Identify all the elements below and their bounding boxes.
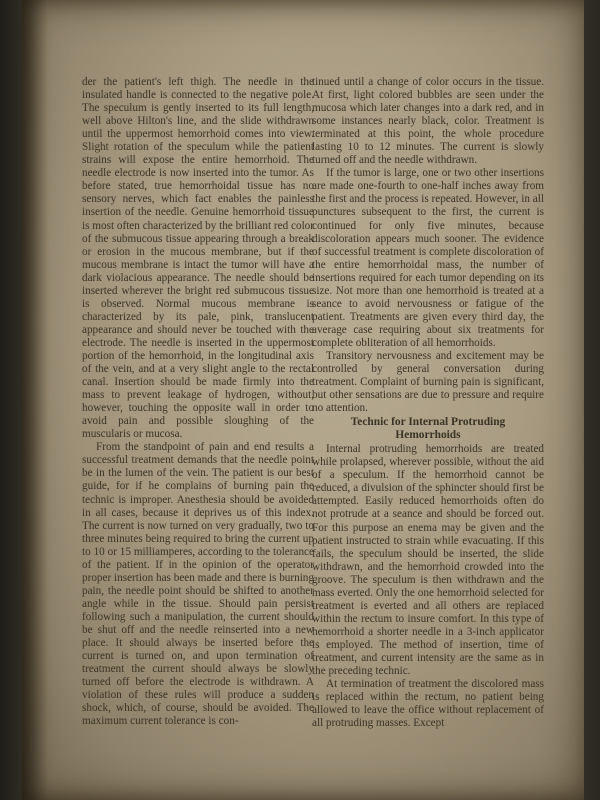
right-paragraph-4: Internal protruding hemorrhoids are treated while prolapsed, wherever possible, without the aid of a speculum. If the hemorrhoid cannot be reduced, a divulsion of the sphincter should first be attempted. Easily reduced hemorrhoids often do not protrude at a seance and should be forced out. For this purpose an enema may be given and the patient instructed to strain while evacuating. If this fails, the speculum should be inserted, the slide withdrawn, and the hemorrhoid crowded into the groove. The speculum is then withdrawn and the mass everted. Only the one hemorrhoid selected for treatment is everted and all others are replaced within the rectum to insure comfort. In this type of hemorrhoid a shorter needle in a 3-inch applicator is employed. The method of insertion, time of treatment, and current intensity are the same as in the preceding technic. [312, 443, 544, 678]
right-paragraph-5: At termination of treatment the discolored mass is replaced within the rectum, no patient being allowed to leave the office without replacement of all protruding masses. Except [312, 678, 544, 730]
book-page [22, 0, 584, 800]
right-paragraph-3: Transitory nervousness and excitement may be controlled by general conversation during treatment. Complaint of burning pain is significant, but other sensations are due to pressure and require no attention. [312, 349, 544, 415]
left-text-column [82, 76, 314, 728]
section-heading-line-2: Hemorrhoids [395, 429, 461, 442]
left-paragraph-2: From the standpoint of pain and end results a successful treatment demands that the needle point be in the lumen of the vein. The patient is our best guide, for if he complains of burning pain the technic is improper. Anesthesia should be avoided in all cases, because it deprives us of this index. The current is now turned on very gradually, two to three minutes being required to bring the current up to 10 or 15 milliamperes, according to the tolerance of the patient. If in the opinion of the operator proper insertion has been made and there is burning pain, the needle point should be shifted to another angle while in the tissue. Should pain persist following such a manipulation, the current should be shut off and the needle reinserted into a new place. It should always be inserted before the current is turned on, and upon termination of treatment the current should always be slowly turned off before the electrode is withdrawn. A violation of these rules will produce a sudden shock, which, of course, should be avoided. The maximum current tolerance is con- [82, 441, 314, 728]
section-heading-line-1: Technic for Internal Protruding [350, 416, 506, 429]
right-text-column [312, 76, 544, 730]
right-paragraph-1: tinued until a change of color occurs in the tissue. At first, light colored bubbles are seen under the mucosa which later changes into a dark red, and in some instances nearly black, color. Treatment is terminated at this point, the whole procedure lasting 10 to 12 minutes. The current is slowly turned off and the needle withdrawn. [312, 76, 544, 167]
left-paragraph-1: der the patient's left thigh. The needle in the insulated handle is connected to the negative pole. The speculum is gently inserted to its full length, well above Hilton's line, and the slide withdrawn until the uppermost hemorrhoid comes into view. Slight rotation of the speculum while the patient strains will expose the entire hemorrhoid. The needle electrode is now inserted into the tumor. As before stated, true hemorrhoidal tissue has no sensory nerves, which fact enables the painless insertion of the needle. Genuine hemorrhoid tissue is most often characterized by the brilliant red color of the submucous tissue appearing through a break or erosion in the mucous membrane, but if the mucous membrane is intact the tumor will have a dark violacious appearance. The needle should be inserted wherever the bright red submucous tissue is observed. Normal mucous membrane is characterized by its pale, pink, translucent appearance and should never be touched with the electrode. The needle is inserted in the uppermost portion of the hemorrhoid, in the longitudinal axis of the vein, and at a very slight angle to the rectal canal. Insertion should be made firmly into the mass to prevent leakage of hydrogen, without, however, touching the opposite wall in order to avoid pain and possible sloughing of the muscularis or mucosa. [82, 76, 314, 441]
page-gutter-shadow [22, 0, 48, 800]
right-paragraph-2: If the tumor is large, one or two other insertions are made one-fourth to one-half inches away from the first and the process is repeated. However, in all punctures subsequent to the first, the current is continued for only five minutes, because discoloration appears much sooner. The evidence of successful treatment is complete discoloration of the entire hemorrhoidal mass, the number of insertions required for each tumor depending on its size. Not more than one hemorrhoid is treated at a seance to avoid nervousness or fatigue of the patient. Treatments are given every third day, the average case requiring about six treatments for complete obliteration of all hemorrhoids. [312, 167, 544, 349]
section-heading [312, 416, 544, 442]
